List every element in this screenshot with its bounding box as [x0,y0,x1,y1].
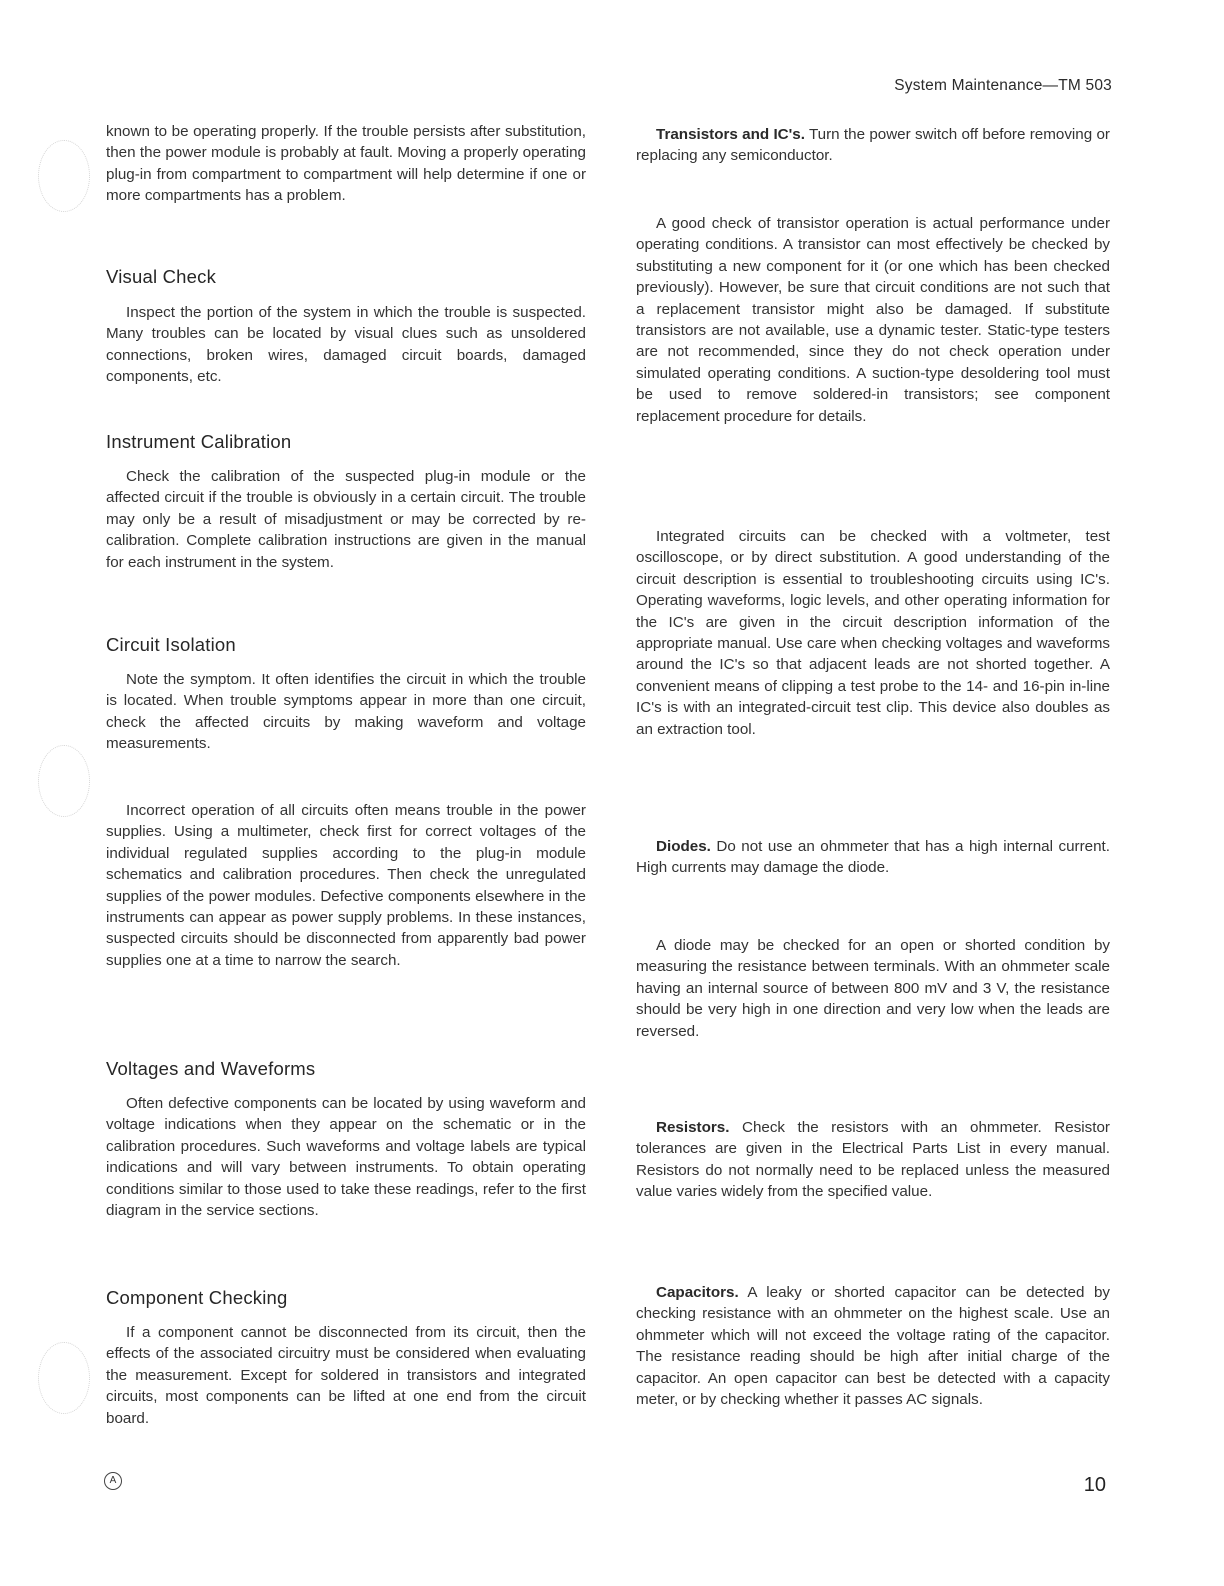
punch-hole-decoration [38,1342,90,1414]
transistors-block [636,124,1110,167]
diodes-paragraph [636,836,1110,879]
page-header: System Maintenance—TM 503 [894,77,1112,94]
transistors-lead: Transistors and IC's. [656,126,805,143]
punch-hole-decoration [38,745,90,817]
component-checking-section [106,1287,586,1429]
revision-symbol: A [104,1472,122,1490]
capacitors-text: A leaky or shorted capacitor can be detected by checking resistance with an ohmmeter on the highest scale. Use an ohmmeter which will not exceed the voltage rating of the capacitor. The resistance reading should be high after initial charge of the capacitor. An open capacitor can best be detected with a capacity meter, or by checking whether it passes AC signals. [636,1284,1110,1409]
voltages-waveforms-heading: Voltages and Waveforms [106,1058,316,1079]
diode-check-block [636,935,1110,1042]
transistors-paragraph [636,124,1110,167]
circuit-isolation-heading: Circuit Isolation [106,634,236,655]
punch-hole-decoration [38,140,90,212]
resistors-text: Check the resistors with an ohmmeter. Resistor tolerances are given in the Electrical Parts List in every manual. Resistors do not normally need to be replaced unless the measured value varies widely from the specified value. [636,1119,1110,1201]
resistors-block [636,1117,1110,1203]
diode-check-paragraph: A diode may be checked for an open or shorted condition by measuring the resistance between terminals. With an ohmmeter scale having an internal source of between 800 mV and 3 V, the resistance should be very high in one direction and very low when the leads are reversed. [636,937,1110,1040]
voltages-waveforms-paragraph: Often defective components can be located by using waveform and voltage indications when they appear on the schematic or in the calibration procedures. Such waveforms and voltage labels are typical indications and will vary between instruments. To obtain operating conditions similar to those used to take these readings, refer to the first diagram in the service sections. [106,1095,586,1220]
diodes-block [636,836,1110,879]
capacitors-block [636,1282,1110,1410]
visual-check-section [106,266,586,388]
intro-block [106,121,586,207]
integrated-circuits-block [636,526,1110,740]
instrument-calibration-section [106,431,586,573]
transistors-text: Turn the power switch off before removing or replacing any semiconductor. [636,126,1110,165]
visual-check-paragraph: Inspect the portion of the system in which the trouble is suspected. Many troubles can be located by visual clues such as unsoldered connections, broken wires, damaged circuit boards, damaged components, etc. [106,304,586,386]
circuit-isolation-section [106,634,586,755]
intro-paragraph: known to be operating properly. If the trouble persists after substitution, then the power module is probably at fault. Moving a properly operating plug-in from compartment to compartment will help determine if one or more compartments has a problem. [106,123,586,205]
diodes-lead: Diodes. [656,838,711,855]
voltages-waveforms-section [106,1058,586,1221]
component-checking-heading: Component Checking [106,1287,288,1308]
component-checking-paragraph: If a component cannot be disconnected from its circuit, then the effects of the associated circuitry must be considered when evaluating the measurement. Except for soldered in transistors and integrated circuits, most components can be lifted at one end from the circuit board. [106,1324,586,1427]
capacitors-paragraph [636,1282,1110,1410]
instrument-calibration-paragraph: Check the calibration of the suspected plug-in module or the affected circuit if the trouble is obviously in a certain circuit. The trouble may only be a result of misadjustment or may be corrected by re-calibration. Complete calibration instructions are given in the manual for each instrument in the system. [106,468,586,571]
page-number: 10 [1083,1474,1106,1496]
diodes-text: Do not use an ohmmeter that has a high internal current. High currents may damage the diode. [636,838,1110,877]
transistor-check-paragraph: A good check of transistor operation is actual performance under operating conditions. A transistor can most effectively be checked by substituting a new component for it (or one which has been checked previously). However, be sure that circuit conditions are not such that a replacement transistor might also be damaged. If substitute transistors are not available, use a dynamic tester. Static-type testers are not recommended, since they do not check operation under simulated operating conditions. A suction-type desoldering tool must be used to remove soldered-in transistors; see component replacement procedure for details. [636,215,1110,425]
capacitors-lead: Capacitors. [656,1284,739,1301]
resistors-lead: Resistors. [656,1119,730,1136]
power-supply-block [106,800,586,971]
instrument-calibration-heading: Instrument Calibration [106,431,292,452]
circuit-isolation-paragraph-1: Note the symptom. It often identifies the circuit in which the trouble is located. When trouble symptoms appear in more than one circuit, check the affected circuits by making waveform and voltage measurements. [106,671,586,753]
integrated-circuits-paragraph: Integrated circuits can be checked with a voltmeter, test oscilloscope, or by direct substitution. A good understanding of the circuit description is essential to troubleshooting circuits using IC's. Operating waveforms, logic levels, and other operating information for the IC's are given in the circuit description information of the appropriate manual. Use care when checking voltages and waveforms around the IC's so that adjacent leads are not shorted together. A convenient means of clipping a test probe to the 14- and 16-pin in-line IC's is with an integrated-circuit test clip. This device also doubles as an extraction tool. [636,528,1110,738]
visual-check-heading: Visual Check [106,266,217,287]
circuit-isolation-paragraph-2: Incorrect operation of all circuits often means trouble in the power supplies. Using a multimeter, check first for correct voltages of the individual regulated supplies according to the plug-in module schematics and calibration procedures. Then check the unregulated supplies of the power modules. Defective components elsewhere in the instruments can appear as power supply problems. In these instances, suspected circuits should be disconnected from apparently bad power supplies one at a time to narrow the search. [106,802,586,969]
resistors-paragraph [636,1117,1110,1203]
transistor-check-block [636,213,1110,427]
